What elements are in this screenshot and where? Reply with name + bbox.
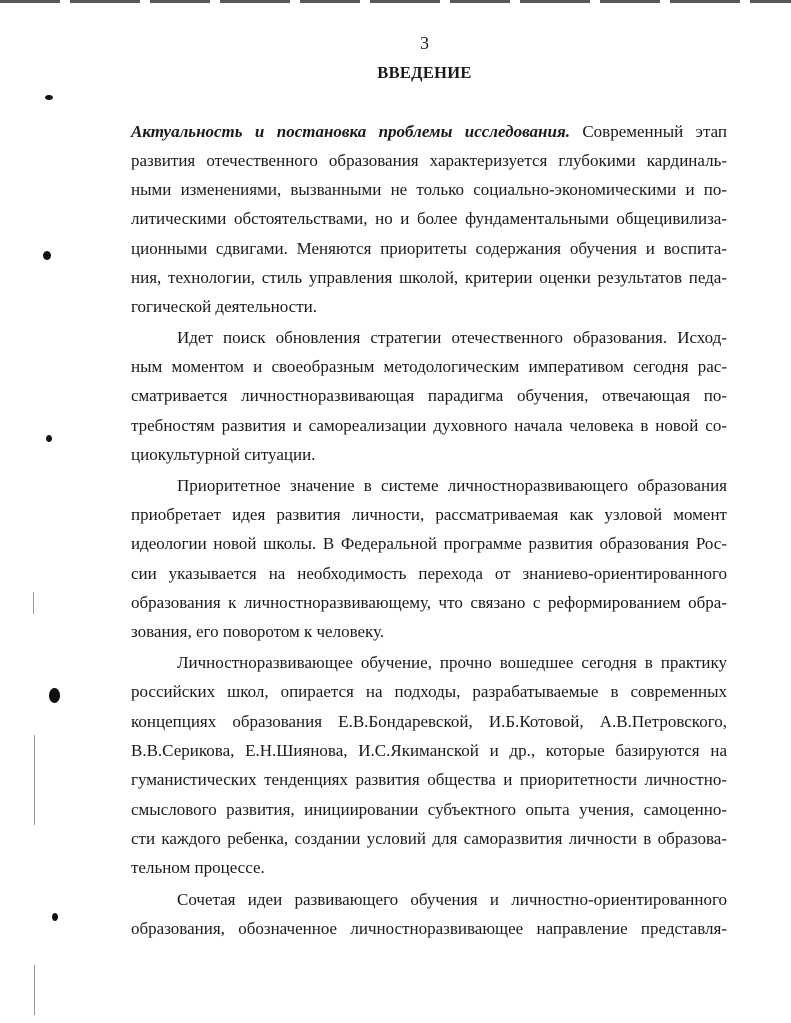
scan-top-edge	[0, 0, 791, 3]
page-title: ВВЕДЕНИЕ	[377, 63, 472, 82]
paragraph-line: концепциях образования Е.В.Бондаревской, И.Б.Котовой, А.В.Петровского,	[131, 712, 727, 731]
paragraph-line: Приоритетное значение в системе личностноразвивающего образования	[177, 476, 727, 495]
scan-margin-line	[34, 735, 35, 825]
paragraph-line: циокультурной ситуации.	[131, 445, 316, 464]
scan-margin-line	[34, 965, 35, 1015]
paragraph-line: сии указывается на необходимость перехода от знаниево-ориентированного	[131, 564, 727, 583]
paragraph-line: гогической деятельности.	[131, 297, 317, 316]
binding-hole-mark	[49, 688, 60, 703]
paragraph-text: Современный этап	[582, 122, 727, 141]
paragraph-line: тельном процессе.	[131, 858, 265, 877]
paragraph-line: идеологии новой школы. В Федеральной программе развития образования Рос-	[131, 534, 727, 553]
binding-hole-mark	[46, 435, 52, 442]
paragraph-line: сматривается личностноразвивающая парадигма обучения, отвечающая по-	[131, 386, 727, 405]
paragraph-line: смыслового развития, инициировании субъектного опыта учения, самоценно-	[131, 800, 727, 819]
paragraph-line	[131, 120, 727, 144]
paragraph-line: В.В.Серикова, Е.Н.Шиянова, И.С.Якиманской и др., которые базируются на	[131, 741, 727, 760]
paragraph-line: Идет поиск обновления стратегии отечественного образования. Исход-	[177, 328, 727, 347]
paragraph-line: развития отечественного образования характеризуется глубокими кардиналь-	[131, 151, 727, 170]
paragraph-line: литическими обстоятельствами, но и более фундаментальными общецивилиза-	[131, 209, 727, 228]
section-heading-inline: Актуальность и постановка проблемы исследования.	[131, 122, 570, 141]
paragraph-line: гуманистических тенденциях развития общества и приоритетности личностно-	[131, 770, 727, 789]
page-number: 3	[420, 33, 429, 53]
paragraph-line: ционными сдвигами. Меняются приоритеты содержания обучения и воспита-	[131, 239, 727, 258]
paragraph-line: Сочетая идеи развивающего обучения и личностно-ориентированного	[177, 890, 727, 909]
paragraph-line: приобретает идея развития личности, рассматриваемая как узловой момент	[131, 505, 727, 524]
scan-margin-line	[33, 592, 34, 614]
paragraph-line: требностям развития и самореализации духовного начала человека в новой со-	[131, 416, 727, 435]
paragraph-line: зования, его поворотом к человеку.	[131, 622, 385, 641]
paragraph-line: ными изменениями, вызванными не только социально-экономическими и по-	[131, 180, 727, 199]
paragraph-line: образования к личностноразвивающему, что связано с реформированием обра-	[131, 593, 727, 612]
paragraph-line: ным моментом и своеобразным методологическим императивом сегодня рас-	[131, 357, 727, 376]
binding-hole-mark	[43, 251, 51, 260]
paragraph-line: образования, обозначенное личностноразвивающее направление представля-	[131, 919, 727, 938]
paragraph-line: ния, технологии, стиль управления школой, критерии оценки результатов педа-	[131, 268, 727, 287]
paragraph-line: Личностноразвивающее обучение, прочно вошедшее сегодня в практику	[177, 653, 727, 672]
binding-hole-mark	[45, 95, 53, 100]
paragraph-line: российских школ, опирается на подходы, разрабатываемые в современных	[131, 682, 727, 701]
binding-hole-mark	[52, 913, 58, 921]
paragraph-line: сти каждого ребенка, создании условий для саморазвития личности в образова-	[131, 829, 727, 848]
